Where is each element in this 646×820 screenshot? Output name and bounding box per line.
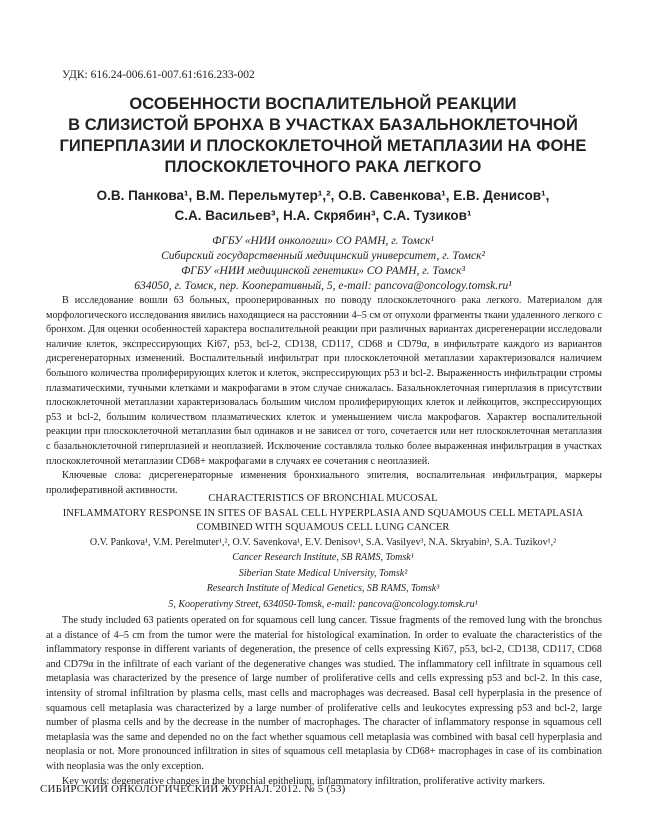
journal-footer: СИБИРСКИЙ ОНКОЛОГИЧЕСКИЙ ЖУРНАЛ. 2012. № 5 (53) [40,783,346,795]
abstract-ru-text: В исследование вошли 63 больных, прооперированных по поводу плоскоклеточного рака легкого. Материалом для морфологического исследования явились находящиеся на расстоянии 4–5 см от опухоли фрагменты ткани удаленного легкого с бронхом. Для оценки особенностей характера воспалительной реакции при различных вариантах дисрегенерации исследовали наличие клеток, экспрессирующих Ki67, p53, bcl-2, CD138, CD117, CD68 и CD79α, в инфильтрате каждого из вариантов дисрегенераторных изменений. Воспалительный инфильтрат при плоскоклеточной метаплазии характеризовался наличием большого количества пролиферирующих клеток и клеток, экспрессирующих р53 и bcl-2. Выраженность инфильтрации стромы плазматическими, тучными клетками и макрофагами в этом случае снижалась. Базальноклеточная гиперплазия в присутствии плоскоклеточной метаплазии характеризовалась большим числом пролиферирующих клеток и лейкоцитов, экспрессирующих р53 и bcl-2, большим количеством плазматических клеток и уменьшением числа макрофагов. Характер воспалительной реакции при плоскоклеточной метаплазии был одинаков и не зависел от того, сочетается или нет плоскоклеточная метаплазия с базальноклеточной гиперплазией и неоплазией. Исключение составляла только более выраженная инфильтрация в участках плоскоклеточной метаплазии CD68+ макрофагами в случаях ее сочетания с неоплазией. [46,295,602,467]
affiliation-line: Сибирский государственный медицинский университет, г. Томск² [161,250,485,262]
author-line: С.А. Васильев³, Н.А. Скрябин³, С.А. Тузиков¹ [174,208,472,223]
affiliation-line: 634050, г. Томск, пер. Кооперативный, 5, e-mail: pancova@oncology.tomsk.ru¹ [134,280,512,292]
abstract-en-text: The study included 63 patients operated on for squamous cell lung cancer. Tissue fragments of the removed lung with the bronchus at a distance of 4–5 cm from the tumor were the material for histological examination. In order to evaluate the characteristics of the inflammatory response in different variants of degeneration, the presence of cells expressing Ki67, p53, bcl-2, CD138, CD117, CD68 and CD79α in the infiltrate of each variant of the degenerative changes was studied. The inflammatory cell infiltrate in squamous cell metaplasia was characterized by the presence of large number of proliferative cells and cells expressing p53 and bcl-2. In this case, intensity of stromal infiltration by plasma cells, mast cells and macrophages was decreased. Basal cell hyperplasia in the presence of squamous cell metaplasia was characterized by a large number of proliferative cells and leukocytes expressing p53 and bcl-2, large number of plasma cells and by the decrease in the number of macrophages. The character of inflammatory response in squamous cell metaplasia was the same and depended no on the fact whether squamous cell metaplasia was combined with basal cell hyperplasia and neoplasia or not. More pronounced infiltration in sites of squamous cell metaplasia by CD68+ macrophages in case of its combination with neoplasia was the only exception. [46,615,602,772]
keywords-en: Key words: degenerative changes in the bronchial epithelium, inflammatory infiltration, proliferative activity markers. [62,775,545,787]
article-title [40,94,606,178]
abstract-english [46,614,602,789]
en-title-line: COMBINED WITH SQUAMOUS CELL LUNG CANCER [196,522,450,533]
title-line: В СЛИЗИСТОЙ БРОНХА В УЧАСТКАХ БАЗАЛЬНОКЛЕТОЧНОЙ [68,116,578,134]
english-authors: O.V. Pankova¹, V.M. Perelmuter¹,², O.V. Savenkova¹, E.V. Denisov¹, S.A. Vasilyev³, N.A. Skryabin³, S.A. Tuzikov¹,² [89,537,557,548]
title-line: ОСОБЕННОСТИ ВОСПАЛИТЕЛЬНОЙ РЕАКЦИИ [129,95,517,113]
english-affiliations [40,550,606,612]
en-affiliation-line: Siberian State Medical University, Tomsk² [238,567,408,579]
keywords-ru: Ключевые слова: дисрегенераторные изменения бронхиального эпителия, воспалительная инфильтрация, маркеры пролиферативной активности. [46,470,602,496]
affiliation-line: ФГБУ «НИИ онкологии» СО РАМН, г. Томск¹ [212,235,434,247]
en-affiliation-line: Cancer Research Institute, SB RAMS, Tomsk¹ [232,552,414,563]
english-title [40,492,606,536]
en-title-line: CHARACTERISTICS OF BRONCHIAL MUCOSAL [208,493,438,504]
en-affiliation-line: 5, Kooperativny Street, 634050-Tomsk, e-mail: pancova@oncology.tomsk.ru¹ [168,598,478,610]
en-affiliation-line: Research Institute of Medical Genetics, SB RAMS, Tomsk³ [206,583,440,594]
author-list [40,186,606,226]
affiliation-line: ФГБУ «НИИ медицинской генетики» СО РАМН, г. Томск³ [181,265,465,277]
abstract-russian [46,294,602,498]
author-line: О.В. Панкова¹, В.М. Перельмутер¹,², О.В. Савенкова¹, Е.В. Денисов¹, [96,188,550,203]
udc-code: УДК: 616.24-006.61-007.61:616.233-002 [62,69,255,81]
title-line: ГИПЕРПЛАЗИИ И ПЛОСКОКЛЕТОЧНОЙ МЕТАПЛАЗИИ НА ФОНЕ [59,137,587,155]
title-line: ПЛОСКОКЛЕТОЧНОГО РАКА ЛЕГКОГО [164,158,482,176]
affiliations [40,234,606,294]
en-title-line: INFLAMMATORY RESPONSE IN SITES OF BASAL CELL HYPERPLASIA AND SQUAMOUS CELL METAPLASIA [62,507,584,519]
